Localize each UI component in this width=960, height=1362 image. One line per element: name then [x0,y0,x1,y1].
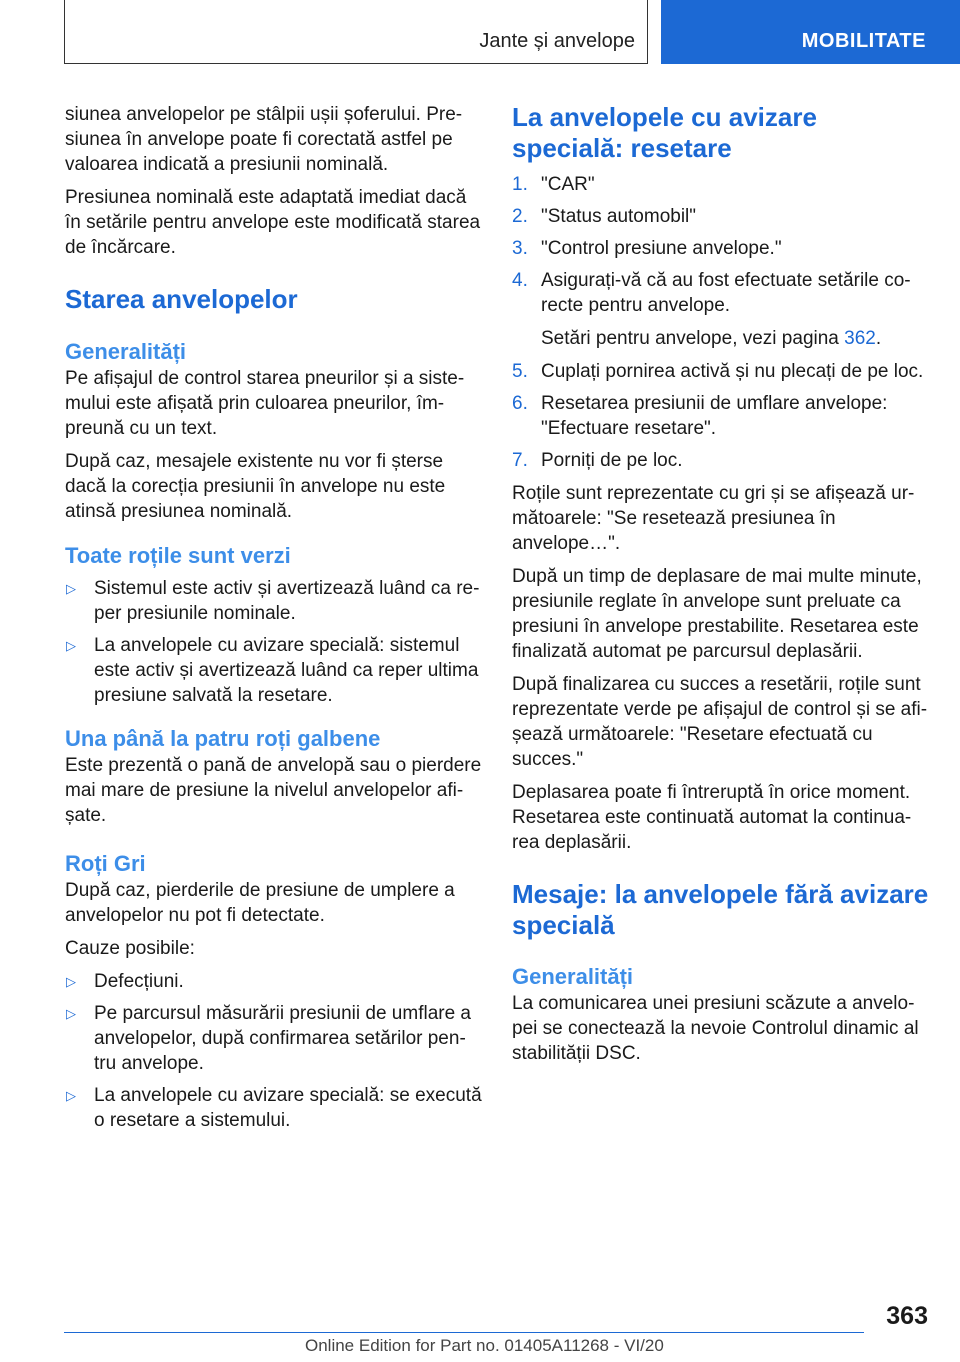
heading-starea-anvelopelor: Starea anvelopelor [65,284,298,314]
paragraph: La comunicarea unei presiuni scăzute a anvelo-pei se conectează la nevoie Controlul dinamic al stabilității DSC. [512,993,919,1064]
step-item: 7. Porniți de pe loc. [512,450,683,471]
paragraph: După un timp de deplasare de mai multe minute, presiunile reglate în anvelope sunt preluate ca presiuni în anvelope prestabilite. Resetarea este finalizată automat pe parcursul deplasării. [512,566,922,662]
triangle-bullet-icon: ▷ [66,581,76,596]
paragraph: După caz, mesajele existente nu vor fi șterse dacă la corecția presiunii în anvelope nu este atinsă presiunea nominală. [65,451,446,522]
paragraph: Presiunea nominală este adaptată imediat dacă în setările pentru anvelope este modificată starea de încărcare. [65,187,481,258]
step-item: 4. Asigurați-vă că au fost efectuate setările co-recte pentru anvelope. [512,270,911,316]
reset-steps-continued [512,359,932,473]
verzi-list [65,576,483,708]
chapter-tab[interactable] [661,0,960,64]
header-frame [64,0,648,64]
list-item: ▷ La anvelopele cu avizare specială: sistemul este activ și avertizează luând ca reper ultima presiune salvată la resetare. [66,635,479,706]
heading-generalitati: Generalități [512,964,634,989]
list-item: ▷ Sistemul este activ și avertizează luând ca re-per presiunile nominale. [66,578,480,624]
paragraph: Cauze posibile: [65,938,195,959]
paragraph: Pe afișajul de control starea pneurilor și a siste-mului este afișată prin culoarea pneurilor, îm-preună cu un text. [65,368,465,439]
chapter-tab-label: MOBILITATE [801,30,926,52]
step-item: 1. "CAR" [512,174,595,195]
list-item: ▷ La anvelopele cu avizare specială: se execută o resetare a sistemului. [66,1085,482,1131]
page-number: 363 [886,1302,928,1330]
step-item: 5. Cuplați pornirea activă și nu plecați de pe loc. [512,361,924,382]
step-item: 3. "Control presiune anvelope." [512,238,782,259]
triangle-bullet-icon: ▷ [66,974,76,989]
triangle-bullet-icon: ▷ [66,1088,76,1103]
paragraph: Este prezentă o pană de anvelopă sau o pierdere mai mare de presiune la nivelul anvelopelor afi-șate. [65,755,482,826]
list-item: ▷ Pe parcursul măsurării presiunii de umflare a anvelopelor, după confirmarea setărilor pen-tru anvelope. [66,1003,471,1074]
paragraph: Roțile sunt reprezentate cu gri și se afișează ur-mătoarele: "Se resetează presiunea în anvelope…". [512,483,915,554]
right-column [512,102,932,1074]
heading-mesaje: Mesaje: la anvelopele fără avizare specială [512,879,929,940]
heading-generalitati: Generalități [65,339,187,364]
footer-edition: Online Edition for Part no. 01405A11268 - VI/20 [305,1336,664,1355]
heading-roti-galbene: Una până la patru roți galbene [65,726,381,751]
heading-toate-rotile-verzi: Toate roțile sunt verzi [65,543,291,568]
gri-list [65,969,483,1133]
page-link[interactable]: 362 [844,328,876,349]
section-title: Jante și anvelope [479,30,635,52]
step-item: 6. Resetarea presiunii de umflare anvelope: "Efectuare resetare". [512,393,888,439]
heading-resetare: La anvelopele cu avizare specială: resetare [512,102,817,163]
footer-divider [64,1332,864,1333]
list-item: ▷ Defecțiuni. [66,971,184,992]
paragraph: Deplasarea poate fi întreruptă în orice moment. Resetarea este continuată automat la continua-rea deplasării. [512,782,912,853]
step-item: 2. "Status automobil" [512,206,697,227]
paragraph: După finalizarea cu succes a resetării, roțile sunt reprezentate verde pe afișajul de control și se afi-șează următoarele: "Resetare efectuată cu succes." [512,674,928,770]
left-column [65,102,483,1141]
heading-roti-gri: Roți Gri [65,851,146,876]
paragraph: După caz, pierderile de presiune de umplere a anvelopelor nu pot fi detectate. [65,880,455,926]
reset-steps [512,172,932,318]
paragraph: siunea anvelopelor pe stâlpii ușii șoferului. Pre-siunea în anvelope poate fi corectată astfel pe valoarea indicată a presiunii nominală. [65,104,463,175]
triangle-bullet-icon: ▷ [66,638,76,653]
page-reference: Setări pentru anvelope, vezi pagina 362. [541,328,882,349]
triangle-bullet-icon: ▷ [66,1006,76,1021]
